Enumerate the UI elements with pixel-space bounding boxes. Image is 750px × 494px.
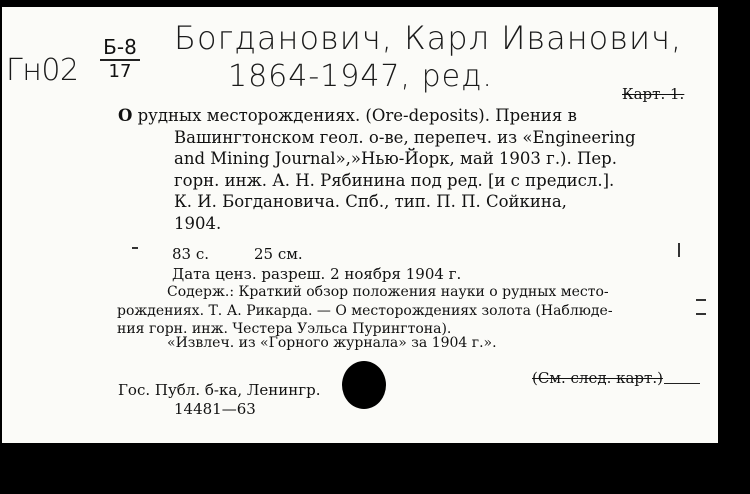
- page-count: 83 с.: [172, 245, 210, 263]
- contents-line-3: ния горн. инж. Честера Уэльса Пурингтона).: [117, 321, 452, 337]
- censor-date: Дата ценз. разреш. 2 ноября 1904 г.: [172, 265, 462, 283]
- entry-line-2: Вашингтонском геол. о-ве, перепеч. из «Engineering: [174, 127, 636, 147]
- author-heading: Богданович, Карл Иванович,: [174, 19, 683, 57]
- card-number: Карт. 1.: [622, 85, 685, 103]
- catalog-card: [2, 7, 718, 443]
- card-size: 25 см.: [254, 245, 303, 263]
- extract-note: «Извлеч. из «Горного журнала» за 1904 г.».: [167, 335, 497, 351]
- call-number-fraction: [100, 35, 140, 83]
- entry-line-5: К. И. Богдановича. Спб., тип. П. П. Сойкина,: [174, 192, 567, 211]
- entry-line-1: [118, 105, 678, 127]
- call-number-numerator: Б-8: [100, 35, 140, 61]
- margin-mark: [696, 313, 706, 315]
- contents-line-1: Содерж.: Краткий обзор положения науки о рудных место-: [167, 284, 609, 300]
- see-next-card: (См. след. карт.): [532, 369, 663, 387]
- call-number-denominator: 17: [108, 61, 132, 82]
- library-name: Гос. Публ. б-ка, Ленингр.: [118, 381, 321, 399]
- contents-line-2: рождениях. Т. А. Рикарда. — О месторождениях золота (Наблюде-: [117, 302, 613, 319]
- punch-hole: [342, 361, 386, 409]
- entry-line-3: and Mining Journal»,»Нью-Йорк, май 1903 г.). Пер.: [174, 149, 617, 168]
- contents-note: [117, 283, 679, 339]
- margin-mark: [696, 299, 706, 301]
- bibliographic-entry: [118, 105, 678, 234]
- call-number-code: Гн02: [6, 53, 79, 88]
- entry-line-1-text: рудных месторождениях. (Ore-deposits). Прения в: [132, 106, 577, 125]
- entry-line-6: 1904.: [174, 213, 222, 233]
- library-number: 14481—63: [174, 400, 256, 418]
- author-dates: 1864-1947, ред.: [228, 59, 493, 94]
- margin-mark: [132, 247, 138, 249]
- see-next-underline: [664, 383, 700, 384]
- margin-mark: [678, 243, 680, 257]
- entry-line-4: горн. инж. А. Н. Рябинина под ред. [и с предисл.].: [174, 170, 615, 190]
- entry-lead-letter: О: [118, 106, 133, 125]
